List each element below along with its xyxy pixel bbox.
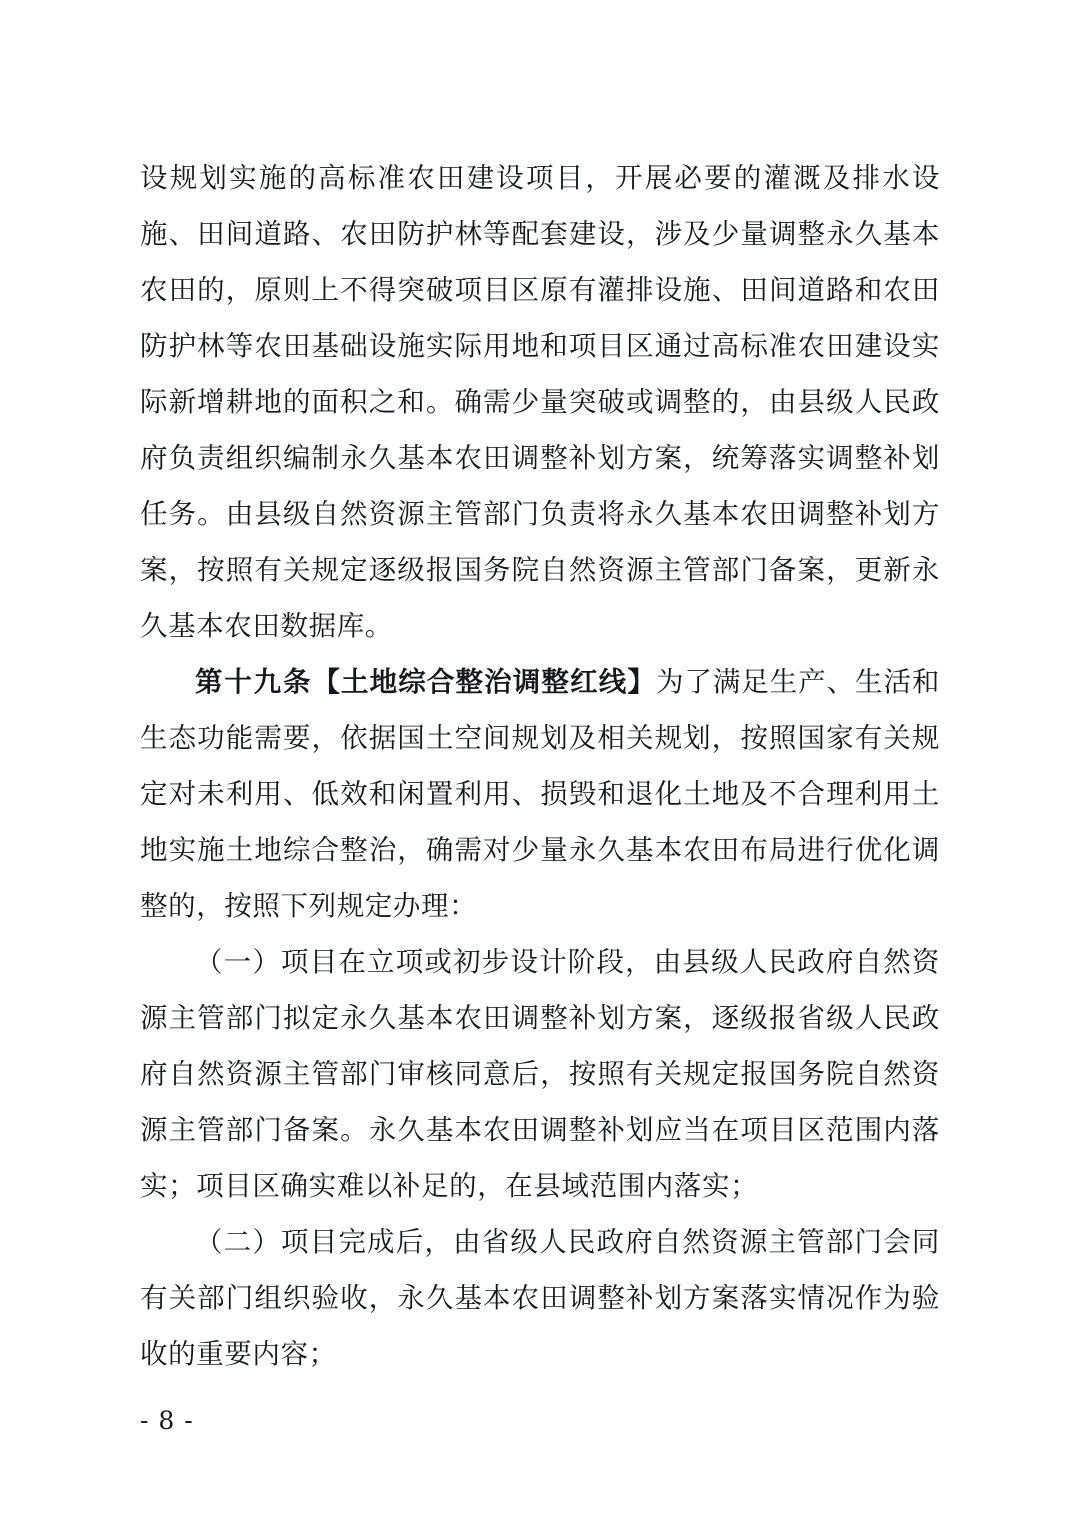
paragraph-article-19 [140, 654, 940, 934]
article-title-bracketed: 【土地综合整治调整红线】 [312, 666, 656, 698]
paragraph-clause-two: （二）项目完成后，由省级人民政府自然资源主管部门会同有关部门组织验收，永久基本农田调整补划方案落实情况作为验收的重要内容； [140, 1226, 940, 1370]
article-number-label: 第十九条 [195, 666, 313, 698]
paragraph-continuation: 设规划实施的高标准农田建设项目，开展必要的灌溉及排水设施、田间道路、农田防护林等配套建设，涉及少量调整永久基本农田的，原则上不得突破项目区原有灌排设施、田间道路和农田防护林等农田基础设施实际用地和项目区通过高标准农田建设实际新增耕地的面积之和。确需少量突破或调整的，由县级人民政府负责组织编制永久基本农田调整补划方案，统筹落实调整补划任务。由县级自然资源主管部门负责将永久基本农田调整补划方案，按照有关规定逐级报国务院自然资源主管部门备案，更新永久基本农田数据库。 [140, 162, 940, 642]
page-number: - 8 - [140, 1406, 194, 1435]
article-19-body: 为了满足生产、生活和生态功能需要，依据国土空间规划及相关规划，按照国家有关规定对未利用、低效和闲置利用、损毁和退化土地及不合理利用土地实施土地综合整治，确需对少量永久基本农田布局进行优化调整的，按照下列规定办理： [140, 666, 941, 922]
document-body [140, 150, 940, 1382]
paragraph-clause-one: （一）项目在立项或初步设计阶段，由县级人民政府自然资源主管部门拟定永久基本农田调整补划方案，逐级报省级人民政府自然资源主管部门审核同意后，按照有关规定报国务院自然资源主管部门备案。永久基本农田调整补划应当在项目区范围内落实；项目区确实难以补足的，在县域范围内落实； [140, 946, 940, 1202]
